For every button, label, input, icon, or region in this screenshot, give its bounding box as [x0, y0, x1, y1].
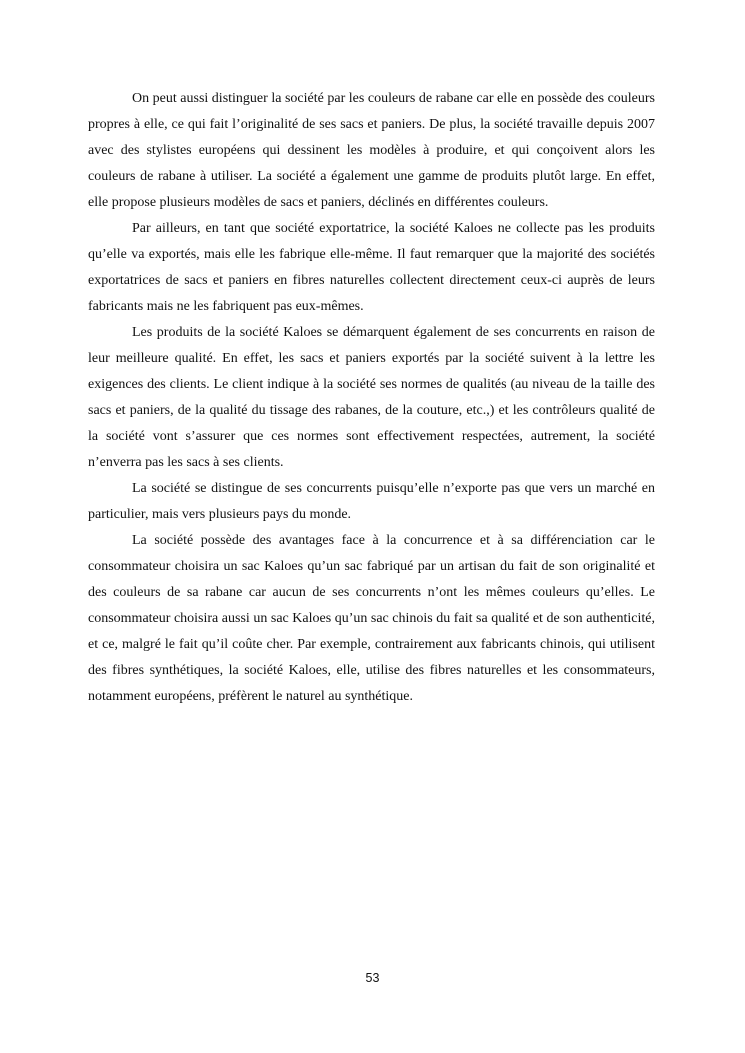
page-number: 53 — [365, 971, 380, 985]
paragraph-manufacturing: Par ailleurs, en tant que société exportatrice, la société Kaloes ne collecte pas les produits qu’elle va exportés, mais elle les fabrique elle-même. Il faut remarquer que la majorité des sociétés exportatrices de sacs et paniers en fibres naturelles collectent directement ceux-ci auprès de leurs fabricants mais ne les fabriquent pas eux-mêmes. — [88, 221, 655, 314]
document-body — [88, 86, 655, 710]
paragraph-competitive-advantage: La société possède des avantages face à la concurrence et à sa différenciation car le consommateur choisira un sac Kaloes qu’un sac fabriqué par un artisan du fait de son originalité et des couleurs de sa rabane car aucun de ses concurrents n’ont les mêmes couleurs qu’elles. Le consommateur choisira aussi un sac Kaloes qu’un sac chinois du fait sa qualité et de son authenticité, et ce, malgré le fait qu’il coûte cher. Par exemple, contrairement aux fabricants chinois, qui utilisent des fibres synthétiques, la société Kaloes, elle, utilise des fibres naturelles et les consommateurs, notamment européens, préfèrent le naturel au synthétique. — [88, 533, 655, 704]
paragraph-colors-originality: On peut aussi distinguer la société par les couleurs de rabane car elle en possède des couleurs propres à elle, ce qui fait l’originalité de ses sacs et paniers. De plus, la société travaille depuis 2007 avec des stylistes européens qui dessinent les modèles à produire, et qui conçoivent alors les couleurs de rabane à utiliser. La société a également une gamme de produits plutôt large. En effet, elle propose plusieurs modèles de sacs et paniers, déclinés en différentes couleurs. — [88, 91, 655, 210]
paragraph-markets: La société se distingue de ses concurrents puisqu’elle n’exporte pas que vers un marché en particulier, mais vers plusieurs pays du monde. — [88, 481, 655, 522]
paragraph-quality: Les produits de la société Kaloes se démarquent également de ses concurrents en raison de leur meilleure qualité. En effet, les sacs et paniers exportés par la société suivent à la lettre les exigences des clients. Le client indique à la société ses normes de qualités (au niveau de la taille des sacs et paniers, de la qualité du tissage des rabanes, de la couture, etc.,) et les contrôleurs qualité de la société vont s’assurer que ces normes sont effectivement respectées, autrement, la société n’enverra pas les sacs à ses clients. — [88, 325, 655, 470]
